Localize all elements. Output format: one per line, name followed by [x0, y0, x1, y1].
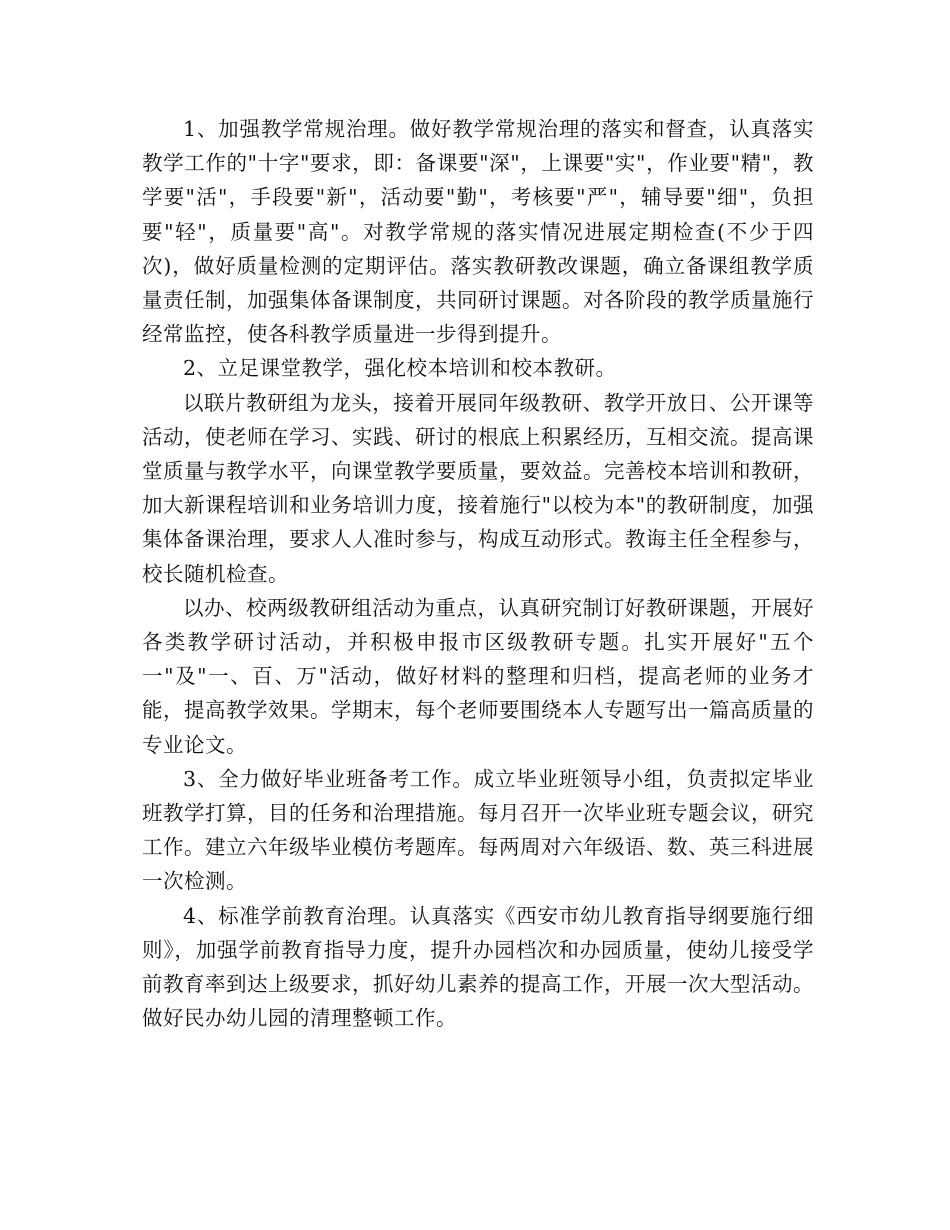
paragraph-classroom-teaching-heading: 2、立足课堂教学，强化校本培训和校本教研。 [183, 356, 617, 381]
paragraph-teaching-routine: 1、加强教学常规治理。做好教学常规治理的落实和督查，认真落实教学工作的"十字"要求，即：备课要"深"，上课要"实"，作业要"精"，教学要"活"，手段要"新"，活动要"勤"，考核要"严"，辅导要"细"，负担要"轻"，质量要"高"。对教学常规的落实情况进展定期检查(不少于四次)，做好质量检测的定期评估。落实教研教改课题，确立备课组教学质量责任制，加强集体备课制度，共同研讨课题。对各阶段的教学质量施行经常监控，使各科教学质量进一步得到提升。 [142, 117, 814, 347]
paragraph-preschool-education: 4、标准学前教育治理。认真落实《西安市幼儿教育指导纲要施行细则》，加强学前教育指导力度，提升办园档次和办园质量，使幼儿接受学前教育率到达上级要求，抓好幼儿素养的提高工作，开展一次大型活动。做好民办幼儿园的清理整顿工作。 [142, 903, 814, 1031]
paragraph-graduation-class: 3、全力做好毕业班备考工作。成立毕业班领导小组，负责拟定毕业班教学打算，目的任务和治理措施。每月召开一次毕业班专题会议，研究工作。建立六年级毕业模仿考题库。每两周对六年级语、数、英三科进展一次检测。 [142, 766, 814, 894]
paragraph-research-groups: 以办、校两级教研组活动为重点，认真研究制订好教研课题，开展好各类教学研讨活动，并积极申报市区级教研专题。扎实开展好"五个一"及"一、百、万"活动，做好材料的整理和归档，提高老师的业务才能，提高教学效果。学期末，每个老师要围绕本人专题写出一篇高质量的专业论文。 [142, 595, 814, 757]
paragraph-joint-teaching-research: 以联片教研组为龙头，接着开展同年级教研、教学开放日、公开课等活动，使老师在学习、实践、研讨的根底上积累经历，互相交流。提高课堂质量与教学水平，向课堂教学要质量，要效益。完善校本培训和教研，加大新课程培训和业务培训力度，接着施行"以校为本"的教研制度，加强集体备课治理，要求人人准时参与，构成互动形式。教诲主任全程参与，校长随机检查。 [142, 390, 814, 586]
document-page [142, 112, 814, 1035]
